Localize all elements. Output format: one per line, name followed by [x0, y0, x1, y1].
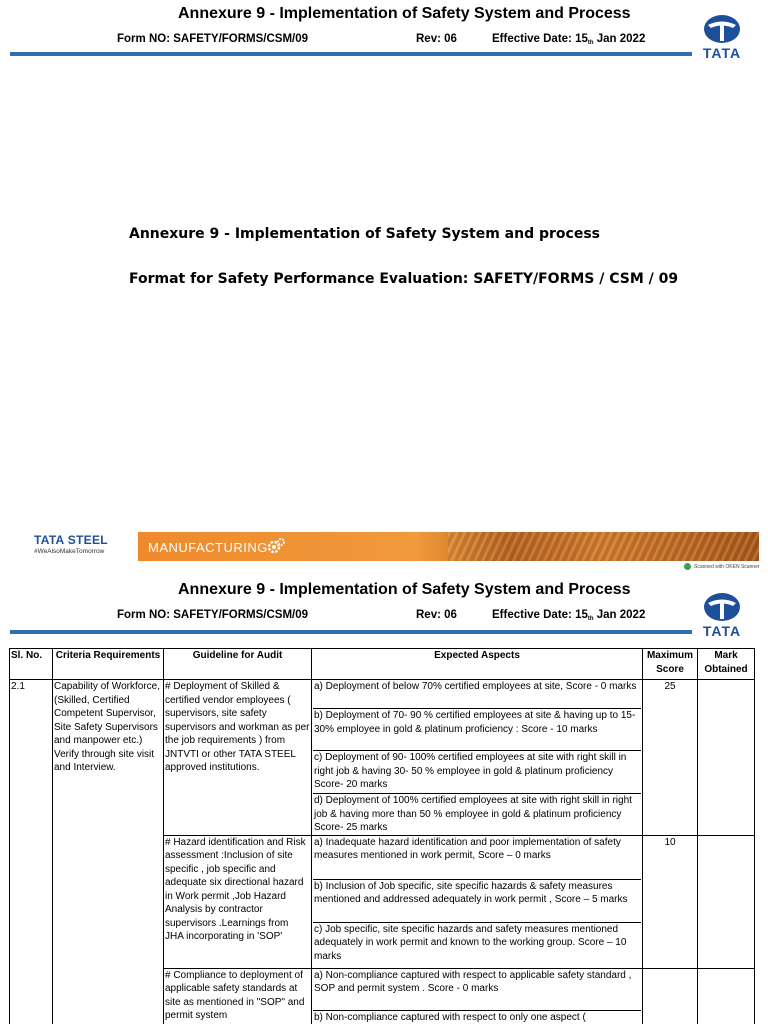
scanner-icon — [684, 563, 691, 570]
format-heading: Format for Safety Performance Evaluation: SAFETY/FORMS / CSM / 09 — [129, 271, 679, 287]
tata-emblem-icon — [703, 592, 741, 622]
evaluation-table — [9, 648, 755, 1024]
tata-logo-text: TATA — [702, 45, 742, 61]
criteria-cell: Capability of Workforce, (Skilled, Certified Competent Supervisor, Site Safety Supervisors and manpower etc.) Verify through site visit and Interview. — [53, 680, 164, 1024]
tata-logo — [694, 592, 750, 639]
col-mark-obtained: Mark Obtained — [698, 649, 755, 680]
gear-icon — [266, 537, 286, 555]
guideline-cell: # Compliance to deployment of applicable safety standards at site as mentioned in "SOP" and permit system — [164, 968, 312, 1024]
aspects-cell — [312, 835, 643, 968]
header-title: Annexure 9 - Implementation of Safety System and Process — [178, 581, 631, 598]
tata-logo — [694, 14, 750, 61]
scanner-watermark — [684, 563, 760, 570]
tata-logo-text: TATA — [702, 623, 742, 639]
header-title: Annexure 9 - Implementation of Safety System and Process — [178, 5, 631, 22]
annexure-heading: Annexure 9 - Implementation of Safety System and process — [129, 226, 600, 242]
aspect-item: c) Deployment of 90- 100% certified employees at site with right skill in right job & having 30- 50 % employee in gold & platinum proficiency Score- 20 marks — [313, 751, 641, 794]
aspect-item: b) Deployment of 70- 90 % certified employees at site & having up to 15-30% employee in gold & platinum proficiency : Score - 10 marks — [313, 709, 641, 751]
col-guideline: Guideline for Audit — [164, 649, 312, 680]
aspect-item: b) Non-compliance captured with respect to only one aspect ( — [314, 1011, 586, 1023]
guideline-cell: # Deployment of Skilled & certified vendor employees ( supervisors, site safety supervisors and workman as per the job requirements ) from JNTVTI or other TATA STEEL approved institutions. — [164, 680, 312, 836]
col-aspects: Expected Aspects — [312, 649, 643, 680]
form-number: Form NO: SAFETY/FORMS/CSM/09 — [117, 33, 309, 45]
aspect-item: b) Inclusion of Job specific, site specific hazards & safety measures mentioned and addressed adequately in work permit , Score – 5 marks — [313, 880, 641, 923]
effective-date: Effective Date: 15th Jan 2022 — [492, 609, 646, 622]
max-score: 10 — [643, 835, 698, 968]
revision: Rev: 06 — [416, 33, 457, 45]
aspect-item: d) Deployment of 100% certified employees at site with right skill in right job & having more than 50 % employee in gold & platinum proficiency Score- 25 marks — [314, 795, 632, 833]
effective-date: Effective Date: 15th Jan 2022 — [492, 33, 646, 46]
mark-obtained-cell — [698, 968, 755, 1024]
mark-obtained-cell — [698, 680, 755, 836]
aspects-cell — [312, 968, 643, 1024]
aspect-item: a) Inadequate hazard identification and poor implementation of safety measures mentioned in work permit, Score – 0 marks — [313, 836, 641, 880]
form-number: Form NO: SAFETY/FORMS/CSM/09 — [117, 609, 309, 621]
table-row — [10, 680, 755, 836]
mark-obtained-cell — [698, 835, 755, 968]
col-criteria: Criteria Requirements — [53, 649, 164, 680]
aspect-item: a) Non-compliance captured with respect to applicable safety standard , SOP and permit system . Score - 0 marks — [313, 969, 641, 1011]
aspect-item: c) Job specific, site specific hazards and safety measures mentioned adequately in work permit and known to the working group. Score – 10 marks — [314, 923, 627, 962]
guideline-cell: # Hazard identification and Risk assessment :Inclusion of site specific , job specific and adequate six directional hazard in Work permit ,Job Hazard Analysis by contractor supervisors .Learnings from JHA incorporating in 'SOP' — [164, 835, 312, 968]
tata-steel-name: TATA STEEL — [34, 533, 108, 547]
header-rule — [10, 52, 692, 56]
col-sl-no: Sl. No. — [10, 649, 53, 680]
banner-pattern — [448, 532, 759, 561]
max-score — [643, 968, 698, 1024]
aspects-cell — [312, 680, 643, 836]
manufacturing-banner — [138, 532, 759, 561]
header-rule — [10, 630, 692, 634]
aspect-item: a) Deployment of below 70% certified employees at site, Score - 0 marks — [313, 680, 641, 709]
sl-number: 2.1 — [10, 680, 53, 1024]
table-header-row — [10, 649, 755, 680]
tata-steel-brand — [34, 533, 108, 555]
tata-steel-tagline: #WeAlsoMakeTomorrow — [34, 548, 105, 555]
tata-emblem-icon — [703, 14, 741, 44]
revision: Rev: 06 — [416, 609, 457, 621]
max-score: 25 — [643, 680, 698, 836]
banner-label: MANUFACTURING — [148, 540, 268, 555]
col-max-score: Maximum Score — [643, 649, 698, 680]
scanner-text: Scanned with OKEN Scanner — [694, 563, 760, 570]
